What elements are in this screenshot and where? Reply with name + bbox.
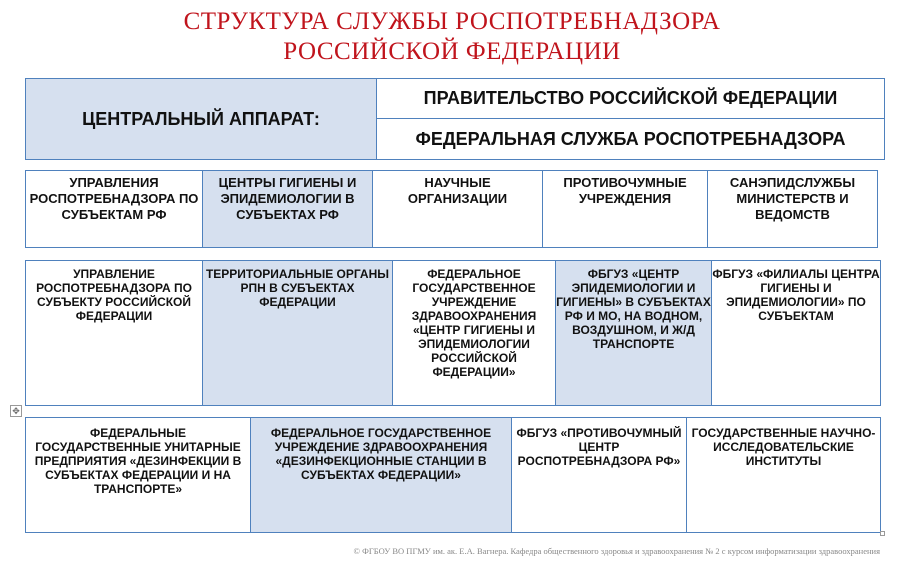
division-cell[interactable] — [708, 171, 877, 247]
institution-label: ГОСУДАРСТВЕННЫЕ НАУЧНО-ИССЛЕДОВАТЕЛЬСКИЕ ИНСТИТУТЫ — [691, 426, 876, 468]
page-title-line-2: РОССИЙСКОЙ ФЕДЕРАЦИИ — [283, 38, 621, 65]
regional-body-cell[interactable] — [203, 261, 393, 405]
central-apparatus-label: ЦЕНТРАЛЬНЫЙ АППАРАТ: — [82, 108, 320, 129]
institution-cell[interactable] — [512, 418, 687, 532]
table-move-handle-icon[interactable]: ✥ — [10, 405, 22, 417]
division-cell[interactable] — [373, 171, 543, 247]
regional-bodies-table — [25, 260, 881, 406]
regional-body-cell[interactable] — [26, 261, 203, 405]
division-cell[interactable] — [543, 171, 708, 247]
regional-body-label: ФБГУЗ «ФИЛИАЛЫ ЦЕНТРА ГИГИЕНЫ И ЭПИДЕМИОЛОГИИ» ПО СУБЪЕКТАМ — [712, 267, 880, 323]
institution-label: ФЕДЕРАЛЬНОЕ ГОСУДАРСТВЕННОЕ УЧРЕЖДЕНИЕ ЗДРАВООХРАНЕНИЯ «ДЕЗИНФЕКЦИОННЫЕ СТАНЦИИ В СУБЪЕКТАХ ФЕДЕРАЦИИ» — [270, 426, 492, 482]
division-label: САНЭПИДСЛУЖБЫ МИНИСТЕРСТВ И ВЕДОМСТВ — [729, 175, 856, 222]
copyright-footer: © ФГБОУ ВО ПГМУ им. ак. Е.А. Вагнера. Кафедра общественного здоровья и здравоохранения № 2 с курсом информатизации здравоохранения — [353, 546, 880, 556]
institution-label: ФЕДЕРАЛЬНЫЕ ГОСУДАРСТВЕННЫЕ УНИТАРНЫЕ ПРЕДПРИЯТИЯ «ДЕЗИНФЕКЦИИ В СУБЪЕКТАХ ФЕДЕРАЦИИ И НА ТРАНСПОРТЕ» — [34, 426, 242, 496]
regional-body-label: ФЕДЕРАЛЬНОЕ ГОСУДАРСТВЕННОЕ УЧРЕЖДЕНИЕ ЗДРАВООХРАНЕНИЯ «ЦЕНТР ГИГИЕНЫ И ЭПИДЕМИОЛОГИИ РОССИЙСКОЙ ФЕДЕРАЦИИ» — [411, 267, 537, 379]
regional-body-label: ТЕРРИТОРИАЛЬНЫЕ ОРГАНЫ РПН В СУБЪЕКТАХ ФЕДЕРАЦИИ — [205, 267, 390, 309]
institutions-table — [25, 417, 881, 533]
top-table — [25, 78, 885, 160]
regional-body-cell[interactable] — [712, 261, 880, 405]
division-label: ПРОТИВОЧУМНЫЕ УЧРЕЖДЕНИЯ — [563, 175, 687, 206]
page-title-line-1: СТРУКТУРА СЛУЖБЫ РОСПОТРЕБНАДЗОРА — [183, 8, 721, 35]
institution-cell[interactable] — [26, 418, 251, 532]
divisions-table — [25, 170, 878, 248]
division-label: УПРАВЛЕНИЯ РОСПОТРЕБНАДЗОРА ПО СУБЪЕКТАМ РФ — [29, 175, 199, 222]
government-cell[interactable] — [377, 79, 884, 119]
institution-label: ФБГУЗ «ПРОТИВОЧУМНЫЙ ЦЕНТР РОСПОТРЕБНАДЗОРА РФ» — [516, 426, 682, 468]
table-resize-handle-icon[interactable] — [880, 531, 885, 536]
institution-cell[interactable] — [687, 418, 880, 532]
regional-body-cell[interactable] — [556, 261, 712, 405]
division-label: ЦЕНТРЫ ГИГИЕНЫ И ЭПИДЕМИОЛОГИИ В СУБЪЕКТАХ РФ — [218, 175, 357, 222]
regional-body-label: ФБГУЗ «ЦЕНТР ЭПИДЕМИОЛОГИИ И ГИГИЕНЫ» В СУБЪЕКТАХ РФ И МО, НА ВОДНОМ, ВОЗДУШНОМ, И Ж/Д ТРАНСПОРТЕ — [556, 267, 711, 351]
institution-cell[interactable] — [251, 418, 512, 532]
central-apparatus-cell[interactable] — [26, 79, 377, 159]
regional-body-label: УПРАВЛЕНИЕ РОСПОТРЕБНАДЗОРА ПО СУБЪЕКТУ РОССИЙСКОЙ ФЕДЕРАЦИИ — [36, 267, 192, 323]
regional-body-cell[interactable] — [393, 261, 556, 405]
federal-service-cell[interactable] — [377, 119, 884, 159]
division-cell[interactable] — [203, 171, 373, 247]
division-label: НАУЧНЫЕ ОРГАНИЗАЦИИ — [407, 175, 508, 206]
division-cell[interactable] — [26, 171, 203, 247]
government-label: ПРАВИТЕЛЬСТВО РОССИЙСКОЙ ФЕДЕРАЦИИ — [423, 88, 838, 108]
federal-service-label: ФЕДЕРАЛЬНАЯ СЛУЖБА РОСПОТРЕБНАДЗОРА — [415, 128, 846, 149]
